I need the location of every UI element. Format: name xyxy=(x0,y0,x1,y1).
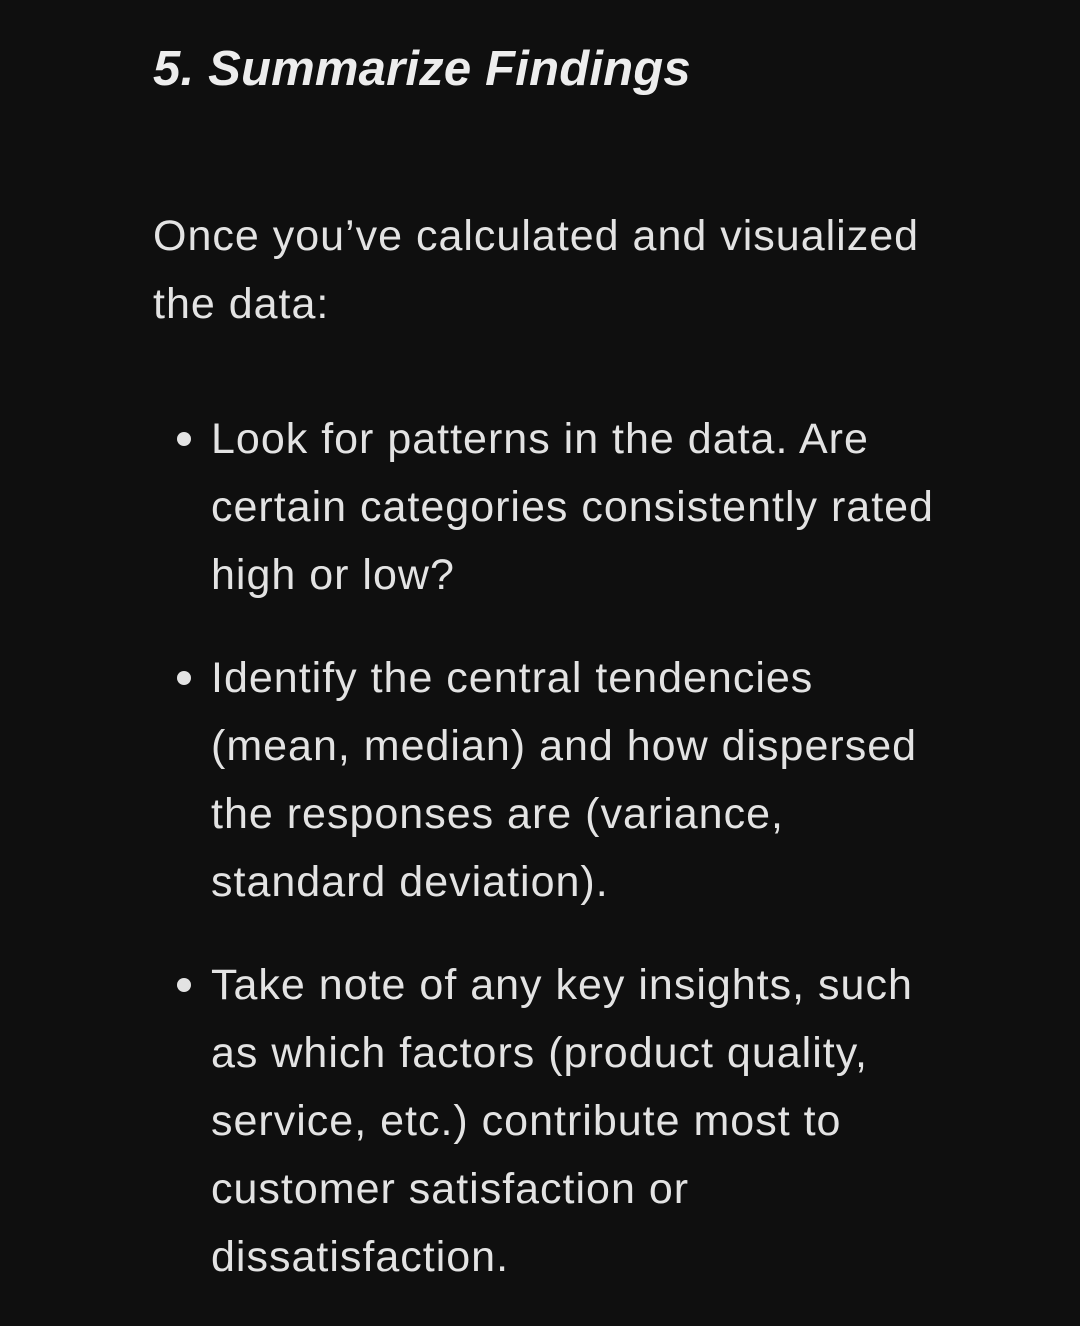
text-line: certain categories consistently rated xyxy=(211,483,934,531)
intro-line: Once you’ve calculated and visualized xyxy=(153,212,920,260)
text-line: high or low? xyxy=(211,551,455,599)
list-item xyxy=(153,951,1013,1291)
text-line: service, etc.) contribute most to xyxy=(211,1097,842,1145)
text-line: as which factors (product quality, xyxy=(211,1029,868,1077)
summary-section xyxy=(153,30,1013,1326)
text-line: Identify the central tendencies xyxy=(211,654,814,702)
text-line: customer satisfaction or xyxy=(211,1165,690,1213)
findings-list xyxy=(153,405,1013,1291)
text-line: standard deviation). xyxy=(211,858,609,906)
list-item-text xyxy=(211,644,1001,916)
text-line: (mean, median) and how dispersed xyxy=(211,722,918,770)
bullet-dot-icon xyxy=(177,671,191,685)
section-heading: 5. Summarize Findings xyxy=(153,42,691,96)
intro-line: the data: xyxy=(153,280,330,328)
text-line: dissatisfaction. xyxy=(211,1233,510,1281)
list-item xyxy=(153,405,1013,609)
intro-paragraph xyxy=(153,202,973,338)
text-line: Take note of any key insights, such xyxy=(211,961,913,1009)
text-line: Look for patterns in the data. Are xyxy=(211,415,869,463)
bullet-dot-icon xyxy=(177,432,191,446)
bullet-dot-icon xyxy=(177,978,191,992)
list-item-text xyxy=(211,405,1001,609)
list-item-text xyxy=(211,951,1001,1291)
text-line: the responses are (variance, xyxy=(211,790,784,838)
list-item xyxy=(153,644,1013,916)
